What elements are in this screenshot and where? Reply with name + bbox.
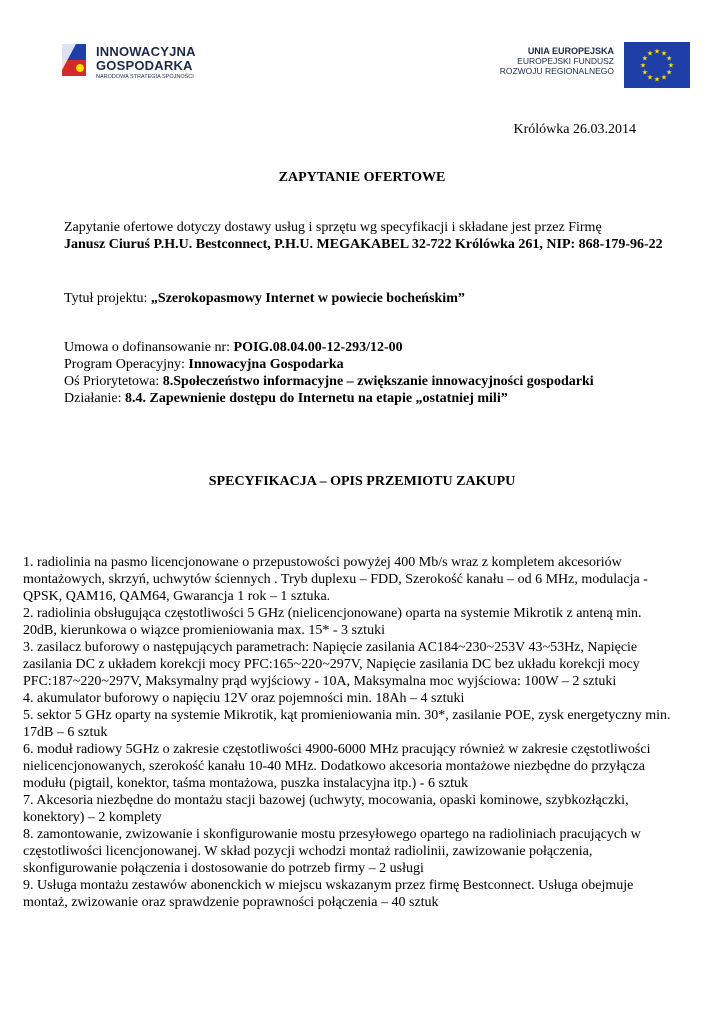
po-label: Program Operacyjny:	[64, 357, 189, 372]
spec-item: 4. akumulator buforowy o napięciu 12V oraz pojemności min. 18Ah – 4 sztuki	[23, 691, 465, 706]
spec-item: 8. zamontowanie, zwizowanie i skonfigurowanie mostu przesyłowego opartego na radioliniach pracujących w częstotliwości licencjonowanej. W skład pozycji wchodzi montaż radiolinii, zawizowanie połączenia, skonfigurowanie połączenia i dostosowanie do potrzeb firmy – 2 usługi	[23, 827, 641, 876]
document-date: Królówka 26.03.2014	[513, 122, 636, 137]
eu-star-icon: ★	[665, 54, 673, 63]
os-value: 8.Społeczeństwo informacyjne – zwiększanie innowacyjności gospodarki	[162, 374, 594, 389]
project-label: Tytuł projektu:	[64, 291, 151, 306]
eu-star-icon: ★	[660, 49, 668, 58]
ig-flag-icon	[58, 40, 90, 88]
logo-left-line2: GOSPODARKA	[96, 58, 193, 73]
eu-star-icon: ★	[641, 54, 649, 63]
spec-item: 1. radiolinia na pasmo licencjonowane o przepustowości powyżej 400 Mb/s wraz z kompletem akcesoriów montażowych, skrzyń, uchwytów ściennych . Tryb duplexu – FDD, Szerokość kanału – od 6 MHz, modulacja - QPSK, QAM16, QAM64, Gwarancja 1 rok – 1 sztuka.	[23, 555, 648, 604]
umowa-value: POIG.08.04.00-12-293/12-00	[233, 340, 403, 355]
spec-item: 7. Akcesoria niezbędne do montażu stacji bazowej (uchwyty, mocowania, opaski kominowe, szybkozłączki, konektory) – 2 komplety	[23, 793, 629, 825]
eu-text-block	[430, 46, 614, 76]
innowacyjna-gospodarka-logo	[40, 30, 215, 100]
eu-star-icon: ★	[665, 68, 673, 77]
eu-star-icon: ★	[646, 49, 654, 58]
dzialanie-label: Działanie:	[64, 391, 126, 406]
intro-paragraph	[64, 219, 664, 253]
umowa-label: Umowa o dofinansowanie nr:	[64, 340, 234, 355]
eu-line2: EUROPEJSKI FUNDUSZ	[517, 56, 614, 66]
eu-star-icon: ★	[641, 68, 649, 77]
project-title-line	[64, 290, 664, 307]
umowa-line	[64, 339, 664, 356]
eu-star-icon: ★	[646, 73, 654, 82]
eu-star-icon: ★	[639, 61, 647, 70]
spec-items	[23, 554, 673, 911]
project-value: „Szerokopasmowy Internet w powiecie bocheńskim”	[150, 291, 465, 306]
intro-company: Janusz Ciuruś P.H.U. Bestconnect, P.H.U. MEGAKABEL 32-722 Królówka 261, NIP: 868-179-96-22	[64, 237, 663, 252]
logo-left-line1: INNOWACYJNA	[96, 44, 196, 59]
logo-left-sub: NARODOWA STRATEGIA SPÓJNOŚCI	[96, 74, 194, 80]
document-title: ZAPYTANIE OFERTOWE	[278, 170, 446, 185]
eu-line3: ROZWOJU REGIONALNEGO	[499, 66, 614, 76]
spec-title: SPECYFIKACJA – OPIS PRZEMIOTU ZAKUPU	[208, 474, 516, 489]
intro-text: Zapytanie ofertowe dotyczy dostawy usług i sprzętu wg specyfikacji i składane jest przez Firmę	[64, 220, 602, 235]
spec-item: 6. moduł radiowy 5GHz o zakresie częstotliwości 4900-6000 MHz pracujący również w zakresie częstotliwości nielicencjonowanych, szerokość kanału 10-40 MHz. Dodatkowo akcesoria montażowe niezbędne do przyłącza modułu (pigtail, konektor, taśma montażowa, puszka instalacyjna itp.) - 6 sztuk	[23, 742, 651, 791]
spec-item: 2. radiolinia obsługująca częstotliwości 5 GHz (nielicencjonowane) oparta na systemie Mikrotik z anteną min. 20dB, kierunkowa o wiązce promieniowania max. 15* - 3 sztuki	[23, 606, 642, 638]
po-value: Innowacyjna Gospodarka	[188, 357, 344, 372]
po-line	[64, 356, 664, 373]
spec-item: 5. sektor 5 GHz oparty na systemie Mikrotik, kąt promieniowania min. 30*, zasilanie POE, zysk energetyczny min. 17dB – 6 sztuk	[23, 708, 671, 740]
os-label: Oś Priorytetowa:	[64, 374, 163, 389]
dzialanie-line	[64, 390, 664, 407]
eu-flag-icon	[624, 42, 690, 88]
eu-line1: UNIA EUROPEJSKA	[527, 46, 614, 56]
eu-star-icon: ★	[653, 47, 661, 56]
eu-star-icon: ★	[660, 73, 668, 82]
eu-star-icon: ★	[667, 61, 675, 70]
program-info	[64, 339, 664, 407]
spec-item: 3. zasilacz buforowy o następujących parametrach: Napięcie zasilania AC184~230~253V 43~53Hz, Napięcie zasilania DC z układem korekcji mocy PFC:165~220~297V, Napięcie zasilania DC bez układu korekcji mocy PFC:187~220~297V, Maksymalny prąd wyjściowy - 10A, Maksymalna moc wyjściowa: 100W – 2 sztuki	[23, 640, 640, 689]
eu-logo	[430, 38, 692, 96]
dzialanie-value: 8.4. Zapewnienie dostępu do Internetu na etapie „ostatniej mili”	[125, 391, 508, 406]
eu-star-icon: ★	[653, 75, 661, 84]
os-line	[64, 373, 664, 390]
spec-item: 9. Usługa montażu zestawów abonenckich w miejscu wskazanym przez firmę Bestconnect. Usługa obejmuje montaż, zwizowanie oraz sprawdzenie poprawności połączenia – 40 sztuk	[23, 878, 634, 910]
